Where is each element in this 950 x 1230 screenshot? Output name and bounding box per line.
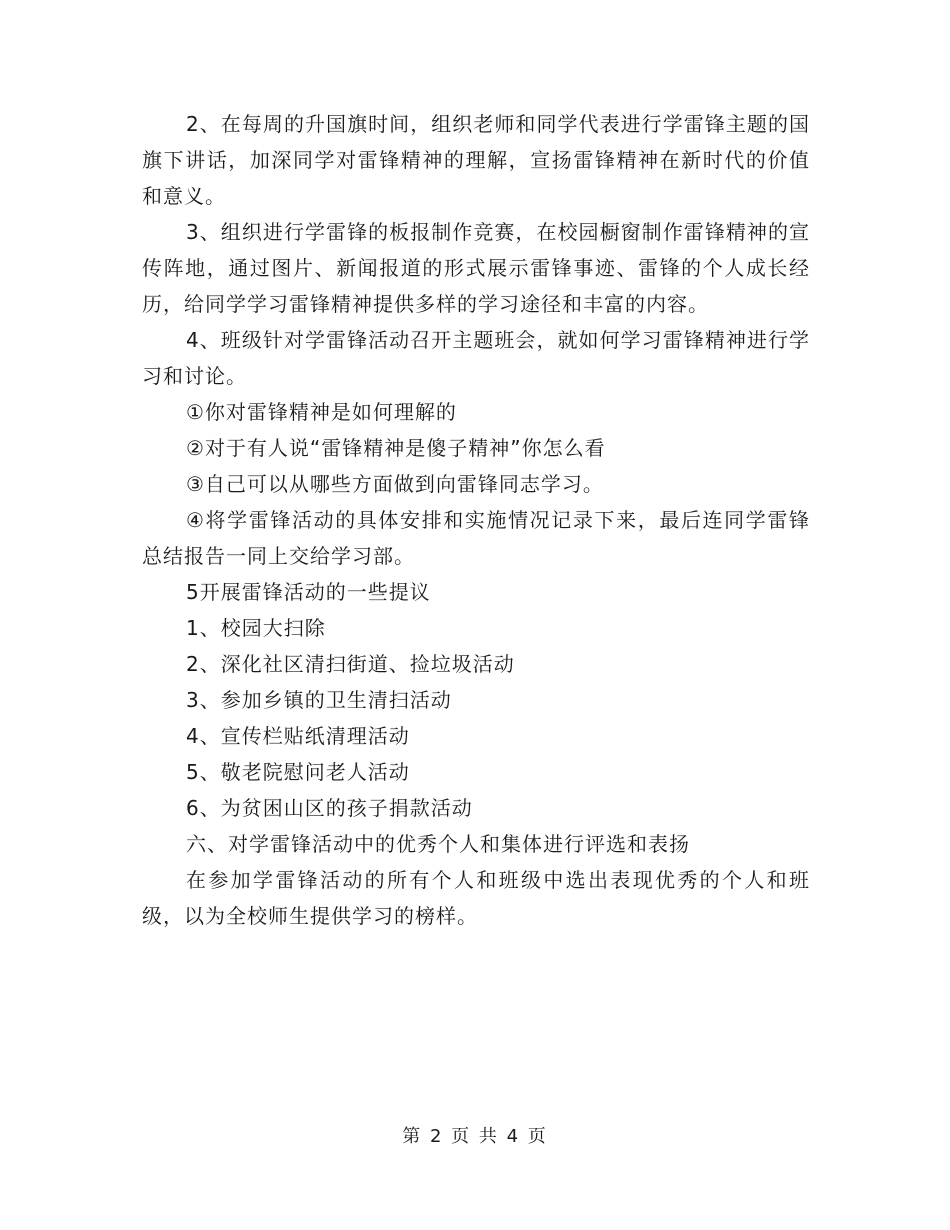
suggestion-item-2: 2、深化社区清扫街道、捡垃圾活动: [186, 652, 515, 676]
discussion-item-2: ②对于有人说“雷锋精神是傻子精神”你怎么看: [186, 436, 606, 460]
suggestion-item-1: 1、校园大扫除: [186, 616, 326, 640]
paragraph-class-meeting: 4、班级针对学雷锋活动召开主题班会，就如何学习雷锋精神进行学习和讨论。: [142, 328, 810, 388]
section-heading-suggestions: 5开展雷锋活动的一些提议: [186, 580, 431, 604]
section-heading-awards: 六、对学雷锋活动中的优秀个人和集体进行评选和表扬: [186, 832, 690, 856]
paragraph-blackboard-contest: 3、组织进行学雷锋的板报制作竞赛，在校园橱窗制作雷锋精神的宣传阵地，通过图片、新闻报道的形式展示雷锋事迹、雷锋的个人成长经历，给同学学习雷锋精神提供多样的学习途径和丰富的内容。: [142, 220, 810, 316]
page-number-footer: 第 2 页 共 4 页: [402, 1126, 548, 1147]
suggestion-item-4: 4、宣传栏贴纸清理活动: [186, 724, 410, 748]
paragraph-awards: 在参加学雷锋活动的所有个人和班级中选出表现优秀的个人和班级，以为全校师生提供学习的榜样。: [142, 868, 810, 928]
discussion-item-4: ④将学雷锋活动的具体安排和实施情况记录下来，最后连同学雷锋总结报告一同上交给学习部。: [142, 508, 810, 568]
suggestion-item-3: 3、参加乡镇的卫生清扫活动: [186, 688, 452, 712]
suggestion-item-6: 6、为贫困山区的孩子捐款活动: [186, 796, 473, 820]
suggestion-item-5: 5、敬老院慰问老人活动: [186, 760, 410, 784]
discussion-item-3: ③自己可以从哪些方面做到向雷锋同志学习。: [186, 472, 604, 496]
discussion-item-1: ①你对雷锋精神是如何理解的: [186, 400, 457, 424]
paragraph-flag-speech: 2、在每周的升国旗时间，组织老师和同学代表进行学雷锋主题的国旗下讲话，加深同学对雷锋精神的理解，宣扬雷锋精神在新时代的价值和意义。: [142, 112, 810, 208]
document-body: [142, 106, 810, 934]
